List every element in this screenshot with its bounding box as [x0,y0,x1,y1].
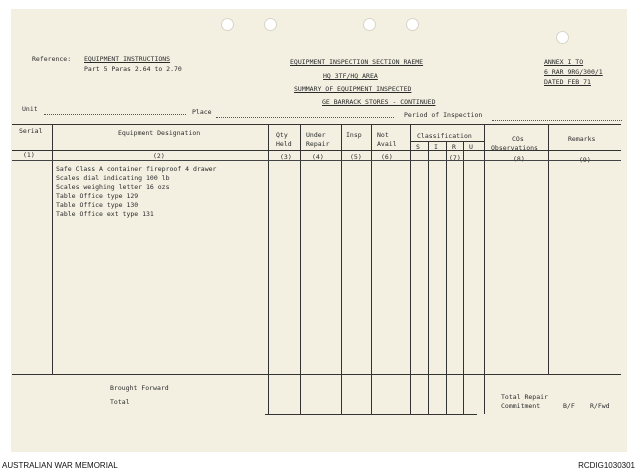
document-sheet [11,9,627,452]
footer-right: RCDIG1030301 [578,461,635,470]
bf-label: B/F [563,402,575,410]
col-line [300,124,301,414]
col-line [268,124,269,414]
list-item: Scales weighing letter 16 ozs [56,183,170,191]
column-number: (4) [312,153,324,161]
total-repair-label: Total Repair [501,393,548,401]
col-header-avail-1: Not [377,131,389,139]
col-header-repair-1: Under [306,131,326,139]
unit-label: Unit [22,105,38,113]
punch-hole [406,18,419,31]
col-line [484,124,485,414]
col-header-class-i: I [434,143,438,151]
col-line [371,124,372,414]
col-header-class-u: U [469,143,473,151]
period-line [492,120,622,121]
list-item: Safe Class A container fireproof 4 drawer [56,165,217,173]
col-header-serial: Serial [19,127,43,135]
reference-line-2: Part 5 Paras 2.64 to 2.70 [84,65,182,73]
column-number: (6) [381,153,393,161]
column-number: (1) [23,151,35,159]
total-label: Total [110,398,130,406]
classification-rule [410,141,484,142]
column-number: (8) [513,155,525,163]
col-line [548,124,549,374]
totals-bottom-rule [265,414,477,415]
brought-forward-label: Brought Forward [110,384,169,392]
list-item: Table Office type 129 [56,192,139,200]
col-header-avail-2: Avail [377,140,397,148]
reference-line-1: EQUIPMENT INSTRUCTIONS [84,55,171,63]
col-header-remarks: Remarks [568,135,596,143]
column-number: (5) [350,153,362,161]
list-item: Table Office ext type 131 [56,210,154,218]
col-header-insp: Insp [346,131,362,139]
place-line [216,117,394,118]
title-line-4: GE BARRACK STORES - CONTINUED [322,98,436,106]
col-header-class-r: R [452,143,456,151]
col-header-repair-2: Repair [306,140,330,148]
annex-line-3: DATED FEB 71 [544,78,591,86]
col-line [463,141,464,414]
col-header-qty-2: Held [276,140,292,148]
col-line [410,124,411,414]
column-number: (3) [280,153,292,161]
col-line [446,141,447,414]
title-line-2: HQ 3TF/HQ AREA [323,72,378,80]
annex-line-2: 6 RAR 9RG/300/1 [544,68,603,76]
column-number: (2) [153,152,165,160]
unit-line [44,114,186,115]
punch-hole [221,18,234,31]
title-line-1: EQUIPMENT INSPECTION SECTION RAEME [290,58,424,66]
col-header-cos-1: COs [512,135,524,143]
col-line [341,124,342,414]
col-header-class-s: S [416,143,420,151]
punch-hole [264,18,277,31]
list-item: Table Office type 130 [56,201,139,209]
body-bottom-rule [12,374,621,375]
table-top-rule [12,124,621,125]
col-header-qty-1: Qty [276,131,288,139]
annex-line-1: ANNEX I TO [544,58,584,66]
period-label: Period of Inspection [404,111,483,119]
col-line [428,141,429,414]
col-header-cos-2: Observations [491,144,538,152]
place-label: Place [192,108,212,116]
punch-hole [363,18,376,31]
col-header-designation: Equipment Designation [118,129,201,137]
footer-left: AUSTRALIAN WAR MEMORIAL [2,461,118,470]
commitment-label: Commitment [501,402,541,410]
column-number: (7) [449,154,461,162]
title-line-3: SUMMARY OF EQUIPMENT INSPECTED [294,85,412,93]
list-item: Scales dial indicating 100 lb [56,174,170,182]
number-row-rule [12,160,621,161]
col-line [52,124,53,374]
punch-hole [556,31,569,44]
reference-label: Reference: [32,55,72,63]
column-number: (9) [579,156,591,164]
col-header-classification: Classification [417,132,472,140]
rf-label: R/Fwd [590,402,610,410]
